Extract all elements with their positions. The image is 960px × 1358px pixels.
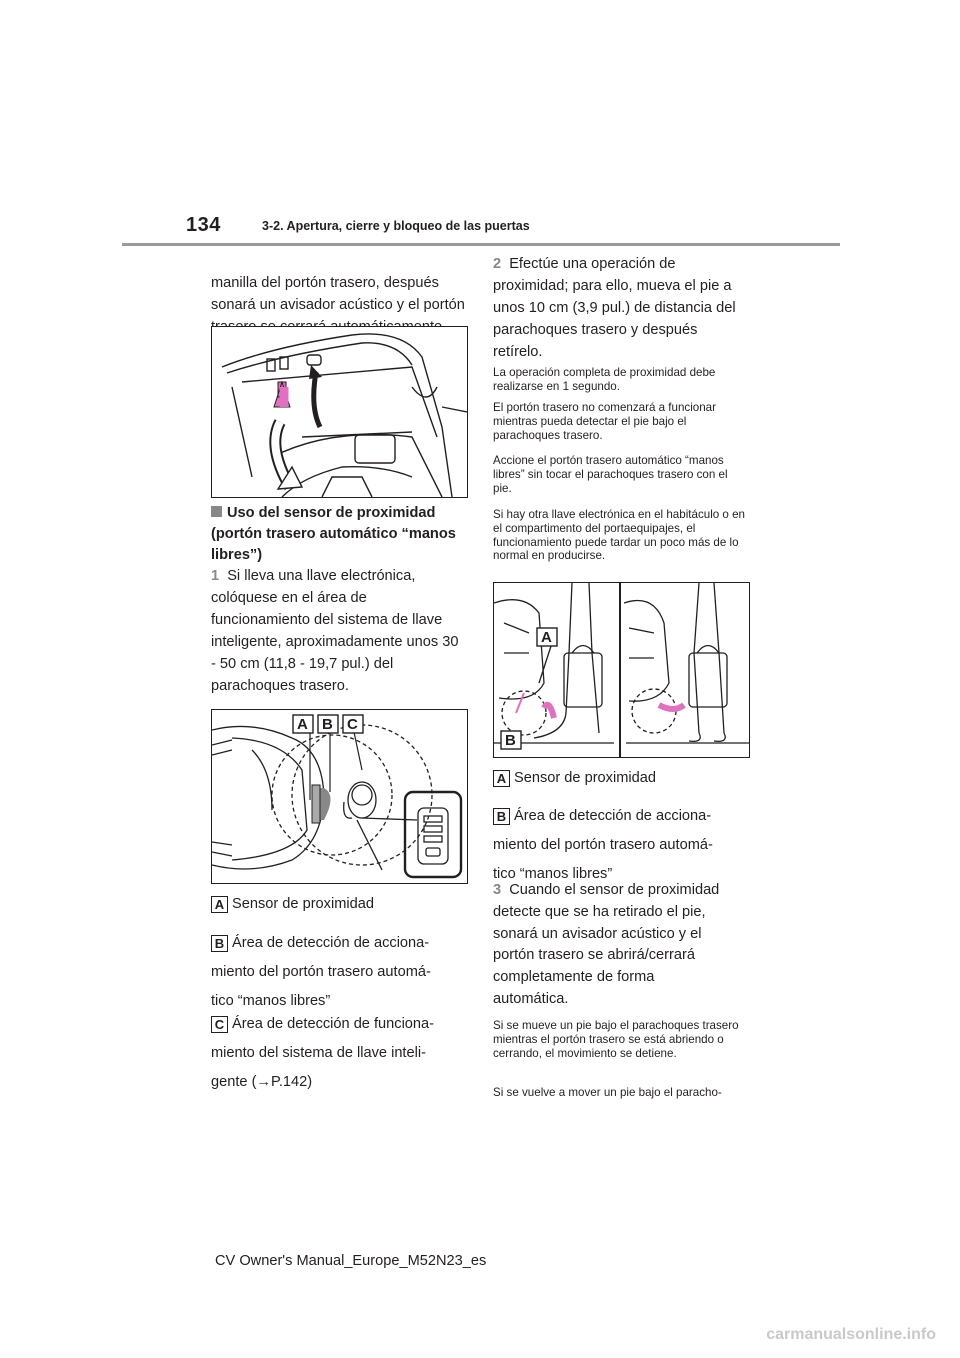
legend-key: C: [211, 1016, 228, 1033]
note-5: Si se mueve un pie bajo el parachoques trasero mientras el portón trasero se está abriendo o cerrando, el movimiento se detiene.: [493, 1019, 739, 1060]
manual-id: CV Owner's Manual_Europe_M52N23_es: [215, 1253, 487, 1269]
proximity-heading: [211, 503, 466, 566]
fig3-label-a: A: [541, 629, 552, 646]
note-2: El portón trasero no comenzará a funcionar mientras pueda detectar el pie bajo el parachoques trasero.: [493, 401, 716, 442]
section-title: 3-2. Apertura, cierre y bloqueo de las puertas: [262, 219, 530, 233]
legend-key: B: [493, 808, 510, 825]
legend-text: Sensor de proximidad: [514, 770, 656, 786]
detection-area-illustration: [212, 710, 467, 883]
legend-text: Sensor de proximidad: [232, 896, 374, 912]
tailgate-illustration: [212, 327, 467, 497]
kick-figure: [493, 582, 750, 758]
step-1-number: 1: [211, 568, 220, 584]
kick-illustration: [494, 583, 749, 757]
note-4: Si hay otra llave electrónica en el habitáculo o en el compartimento del portaequipajes, el funcionamiento puede tardar un poco más de lo normal en producirse.: [493, 508, 745, 563]
intro-text: manilla del portón trasero, después sonará un avisador acústico y el portón: [211, 275, 465, 313]
legend-b-left: [211, 929, 441, 1016]
legend-a-right: [493, 767, 748, 789]
fig2-label-c: C: [347, 716, 358, 733]
heading-text: Uso del sensor de proximidad (portón trasero automático “manos libres”): [211, 505, 456, 563]
legend-key: B: [211, 935, 228, 952]
step-3: [493, 880, 723, 1011]
step-2-text: Efectúe una operación de proximidad; para ello, mueva el pie a unos 10 cm (3,9 pul.) de distancia del parachoques trasero y después retírelo.: [493, 256, 736, 360]
step-2: [493, 253, 748, 363]
legend-text: Área de detección de acciona- miento del portón trasero automá- tico “manos libres”: [493, 808, 713, 882]
legend-c-left: [211, 1010, 441, 1097]
header-rule: [122, 243, 840, 246]
note-6: Si se vuelve a mover un pie bajo el paracho-: [493, 1086, 722, 1099]
step-3-number: 3: [493, 882, 502, 898]
step-1: [211, 565, 466, 697]
tailgate-figure: [211, 326, 468, 498]
legend-key: A: [493, 770, 510, 787]
fig2-label-b: B: [322, 716, 333, 733]
detection-area-figure: [211, 709, 468, 884]
legend-key: A: [211, 896, 228, 913]
legend-a-left: [211, 893, 466, 915]
page-number: 134: [186, 214, 221, 236]
note-1: La operación completa de proximidad debe realizarse en 1 segundo.: [493, 366, 716, 393]
legend-b-right: [493, 802, 723, 889]
step-3-text: Cuando el sensor de proximidad detecte que se ha retirado el pie, sonará un avisador acústico y el portón trasero se abrirá/cerrará completamente de forma automática.: [493, 882, 720, 1007]
fig3-label-b: B: [505, 732, 516, 749]
watermark: carmanualsonline.info: [766, 1326, 936, 1343]
note-3: Accione el portón trasero automático “manos libres” sin tocar el parachoques trasero con el pie.: [493, 454, 728, 495]
step-2-number: 2: [493, 256, 502, 272]
legend-text: Área de detección de acciona- miento del portón trasero automá- tico “manos libres”: [211, 935, 431, 1009]
heading-bullet-icon: [211, 506, 222, 517]
fig2-label-a: A: [297, 716, 308, 733]
legend-text: Área de detección de funciona- miento del sistema de llave inteli- gente (→P.142): [211, 1016, 435, 1090]
step-1-text: Si lleva una llave electrónica, colóquese en el área de funcionamiento del sistema de llave inteligente, aproximadamente unos 30 - 50 cm (11,8 - 19,7 pul.) del parachoques trasero.: [211, 568, 459, 694]
